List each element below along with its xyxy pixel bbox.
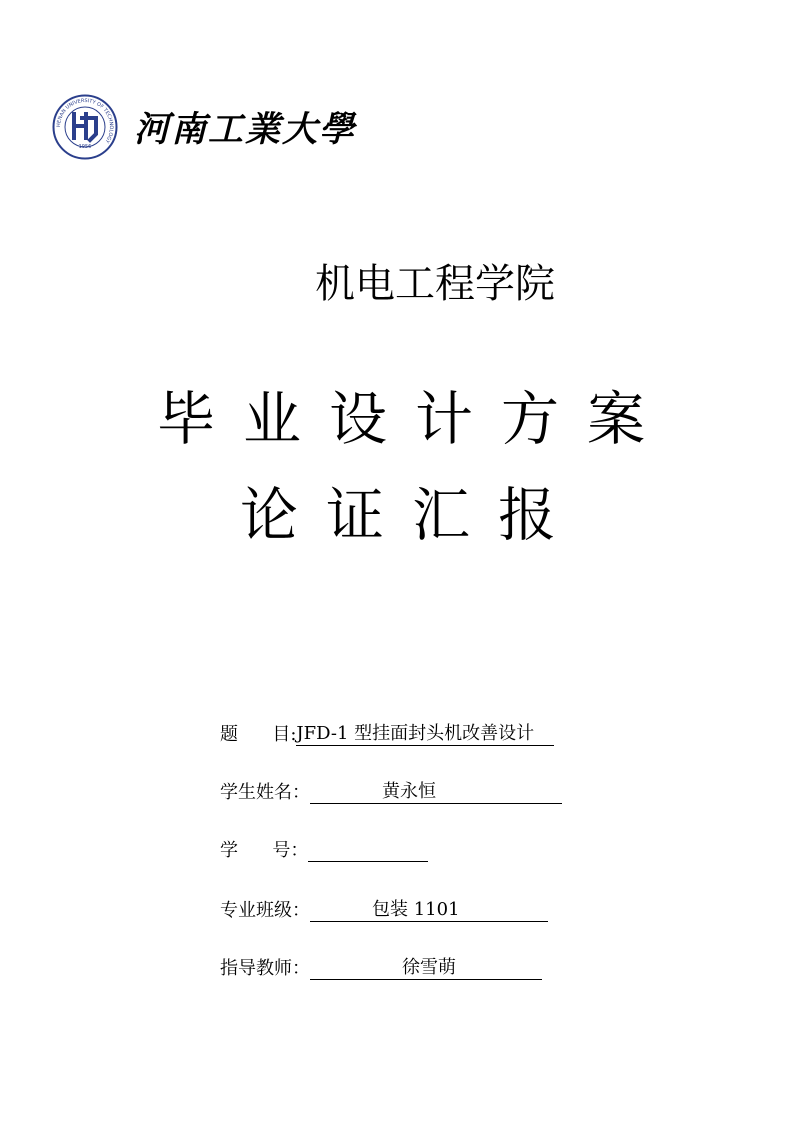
svg-text:HENAN UNIVERSITY OF TECHNOLOGY: HENAN UNIVERSITY OF TECHNOLOGY (55, 97, 115, 144)
field-label: 专业班级： (220, 900, 310, 921)
field-student-id (220, 832, 428, 862)
university-name: 河南工業大學 (134, 109, 357, 150)
report-title-line1: 毕业设计方案 (156, 385, 673, 453)
field-value (308, 838, 428, 862)
svg-text:1956: 1956 (78, 144, 92, 150)
field-value: 包装 1101 (310, 898, 548, 922)
field-advisor (220, 950, 542, 980)
field-value: JFD-1 型挂面封头机改善设计 (296, 722, 554, 746)
header (52, 92, 356, 162)
field-label: 学生姓名： (220, 782, 310, 803)
field-value: 徐雪萌 (310, 956, 542, 980)
field-label: 学 号： (220, 840, 309, 861)
field-topic (220, 716, 554, 746)
field-label: 题 目: (220, 724, 297, 745)
field-value: 黄永恒 (310, 780, 562, 804)
college-name: 机电工程学院 (315, 261, 555, 307)
field-student-name (220, 774, 562, 804)
report-title-line2: 论证汇报 (239, 481, 584, 549)
field-label: 指导教师： (220, 958, 310, 979)
field-class (220, 892, 548, 922)
university-seal-icon (52, 94, 118, 160)
